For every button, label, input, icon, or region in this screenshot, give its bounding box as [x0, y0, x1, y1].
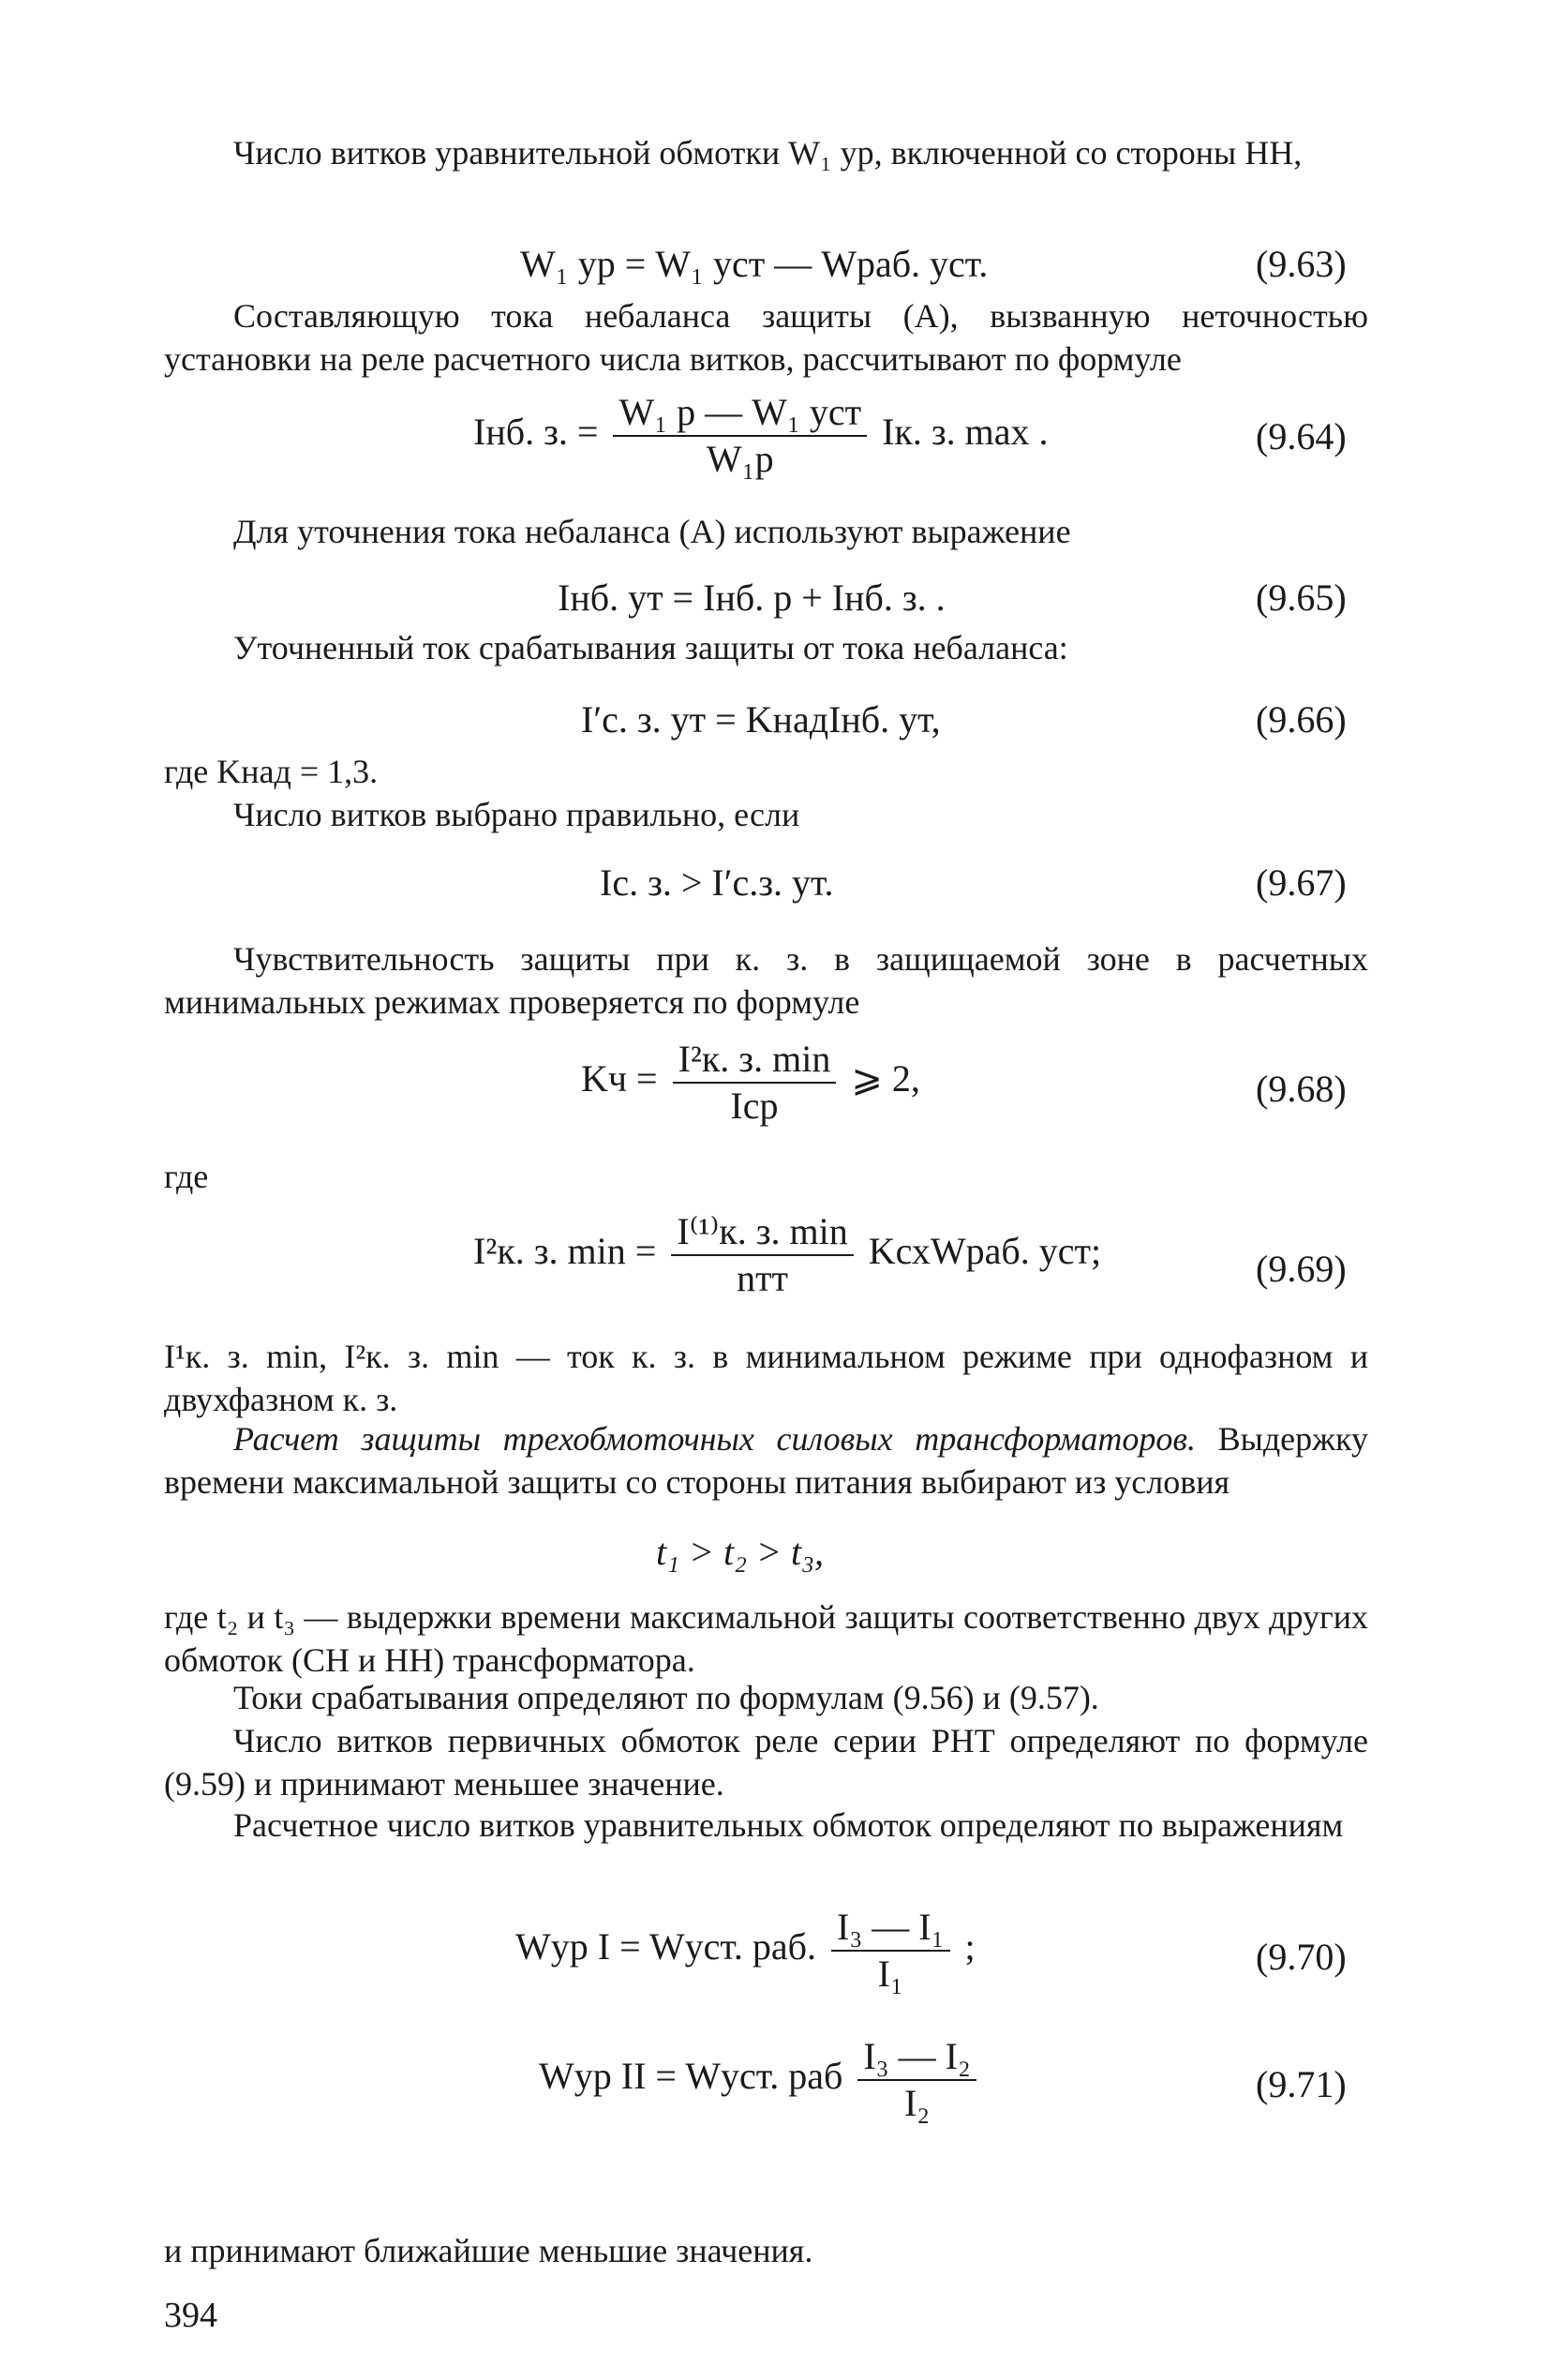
- equation-9-69-denominator: nтт: [737, 1257, 789, 1299]
- equation-number-9-66: (9.66): [1256, 698, 1347, 741]
- paragraph-correct-choice: Число витков выбрано правильно, если: [233, 796, 800, 833]
- equation-9-71-lhs: Wур II = Wуст. раб: [539, 2055, 843, 2098]
- paragraph-refined-current: Уточненный ток срабатывания защиты от тока небаланса:: [233, 629, 1068, 666]
- equation-9-66: I′с. з. ут = KнадIнб. ут,: [581, 698, 941, 741]
- paragraph-equalizing-windings: Расчетное число витков уравнительных обмоток определяют по выражениям: [233, 1806, 1344, 1844]
- equation-9-68-rhs: ⩾ 2,: [851, 1057, 920, 1100]
- equation-9-69-rhs: KсхWраб. уст;: [868, 1230, 1102, 1273]
- equation-9-70: [515, 1907, 976, 1995]
- equation-number-9-70: (9.70): [1256, 1936, 1347, 1978]
- equation-number-9-68: (9.68): [1256, 1068, 1347, 1110]
- paragraph-where: где: [164, 1158, 209, 1195]
- equation-9-68-numerator: I²к. з. min: [673, 1039, 837, 1084]
- equation-9-69-numerator: I⁽¹⁾к. з. min: [671, 1211, 853, 1256]
- equation-9-64-fraction: [613, 392, 867, 480]
- section-title-italic: Расчет защиты трехобмоточных силовых трансформаторов.: [233, 1420, 1197, 1458]
- paragraph-winding-count: Число витков уравнительной обмотки W₁ ур, включенной со стороны НН,: [233, 134, 1303, 172]
- equation-9-64-numerator: W₁ р — W₁ уст: [613, 392, 867, 437]
- equation-9-68: [581, 1039, 920, 1127]
- condition-time-delays: t₁ > t₂ > t₃,: [656, 1531, 825, 1573]
- equation-9-70-numerator: I₃ — I₁: [831, 1907, 950, 1952]
- equation-9-65: Iнб. ут = Iнб. р + Iнб. з. .: [558, 576, 946, 619]
- section-text: Выдержку времени максимальной защиты со стороны питания выбирают из условия: [164, 1420, 1369, 1501]
- paragraph-operating-currents: Токи срабатывания определяют по формулам (9.56) и (9.57).: [233, 1679, 1099, 1716]
- equation-9-71-numerator: I₃ — I₂: [857, 2036, 976, 2081]
- equation-number-9-67: (9.67): [1256, 861, 1347, 904]
- equation-9-70-rhs: ;: [964, 1925, 976, 1968]
- paragraph-closing: и принимают ближайшие меньшие значения.: [164, 2232, 813, 2269]
- paragraph-imbalance-component: Составляющую тока небаланса защиты (А), вызванную неточностью установки на реле расчетного числа витков, рассчитывают по формуле: [164, 297, 1368, 378]
- equation-9-63: W₁ ур = W₁ уст — Wраб. уст.: [520, 243, 989, 285]
- equation-9-71-fraction: [857, 2036, 976, 2124]
- equation-9-64-rhs: Iк. з. max .: [882, 411, 1049, 454]
- equation-number-9-69: (9.69): [1256, 1248, 1347, 1290]
- page-number: 394: [164, 2296, 217, 2335]
- equation-number-9-65: (9.65): [1256, 576, 1347, 619]
- equation-9-64-lhs: Iнб. з. =: [473, 411, 599, 454]
- paragraph-sensitivity: Чувствительность защиты при к. з. в защищаемой зоне в расчетных минимальных режимах проверяется по формуле: [164, 940, 1368, 1021]
- equation-9-71: [539, 2036, 982, 2124]
- equation-9-69: [473, 1211, 1101, 1299]
- paragraph-where-knad: где Kнад = 1,3.: [164, 753, 379, 790]
- equation-9-68-fraction: [673, 1039, 837, 1127]
- paragraph-three-winding: [164, 1417, 1368, 1504]
- equation-9-67: Iс. з. > I′с.з. ут.: [600, 861, 834, 904]
- paragraph-primary-windings: Число витков первичных обмоток реле серии РНТ определяют по формуле (9.59) и принимают меньшее значение.: [164, 1722, 1368, 1803]
- equation-9-70-fraction: [831, 1907, 950, 1995]
- equation-number-9-71: (9.71): [1256, 2063, 1347, 2105]
- paragraph-short-circuit-currents: I¹к. з. min, I²к. з. min — ток к. з. в минимальном режиме при однофазном и двухфазном к. з.: [164, 1338, 1368, 1418]
- equation-number-9-64: (9.64): [1256, 415, 1347, 457]
- paragraph-time-delays: где t₂ и t₃ — выдержки времени максимальной защиты соответственно двух других обмоток (СН и НН) трансформатора.: [164, 1598, 1368, 1679]
- equation-9-68-denominator: Iср: [730, 1085, 779, 1127]
- equation-9-69-lhs: I²к. з. min =: [473, 1230, 657, 1273]
- equation-number-9-63: (9.63): [1256, 243, 1347, 285]
- equation-9-68-lhs: Kч =: [581, 1057, 658, 1100]
- paragraph-refinement: Для уточнения тока небаланса (А) используют выражение: [233, 513, 1071, 550]
- equation-9-71-denominator: I₂: [903, 2082, 931, 2124]
- equation-9-70-lhs: Wур I = Wуст. раб.: [515, 1925, 816, 1968]
- equation-9-70-denominator: I₁: [877, 1953, 903, 1995]
- equation-9-64: [473, 392, 1049, 480]
- equation-9-69-fraction: [671, 1211, 853, 1299]
- equation-9-64-denominator: W₁р: [706, 438, 774, 480]
